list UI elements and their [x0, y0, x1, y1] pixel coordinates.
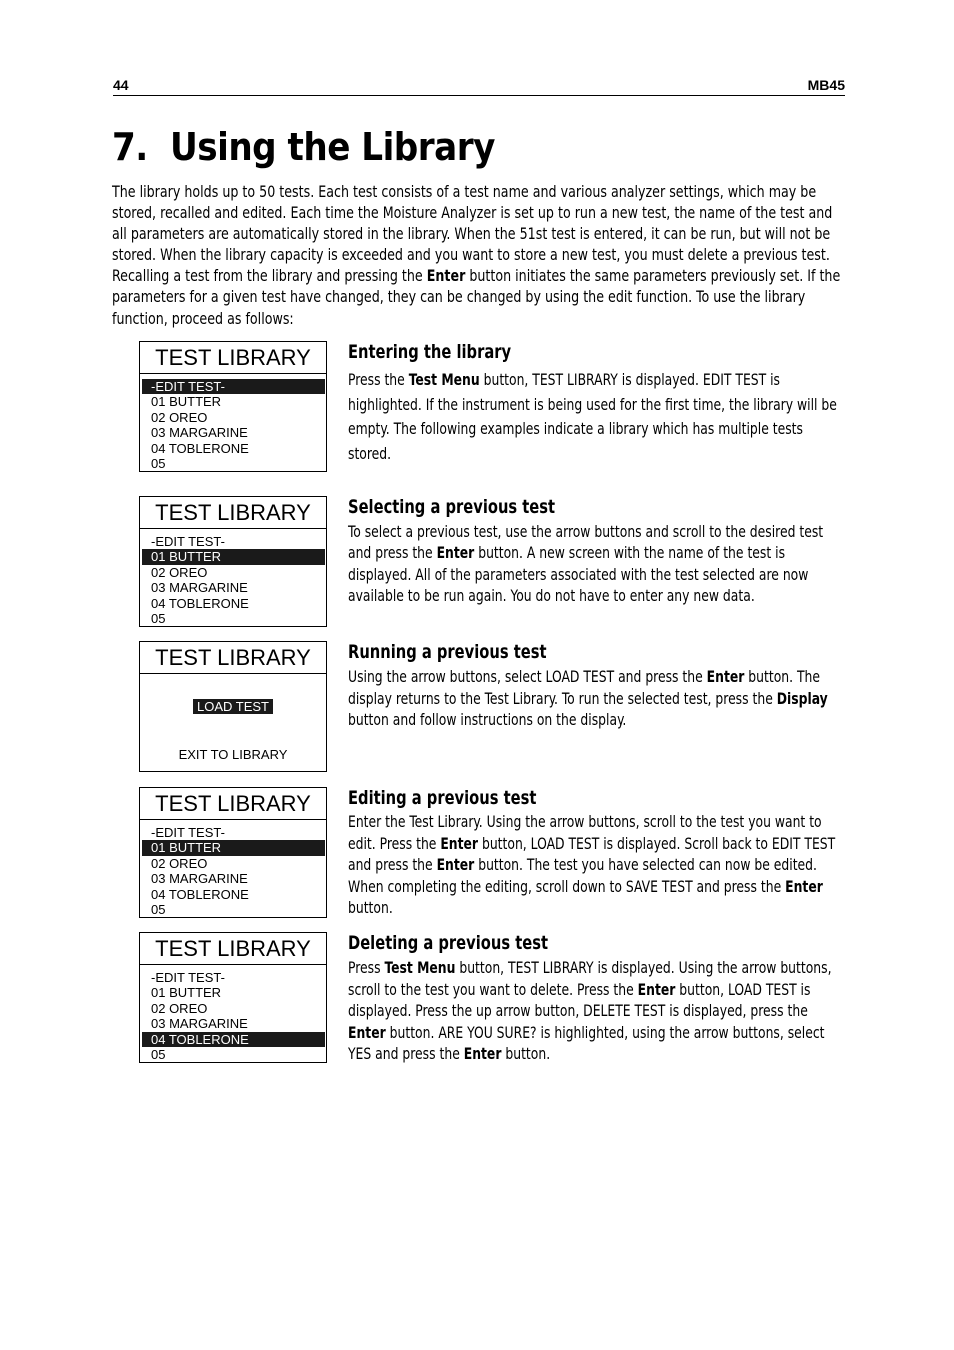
text: button. The display returns to the Test Library. To run the selected test, press the [348, 667, 821, 708]
text: Enter the Test Library. Using the arrow buttons, scroll to the test you want to edit. Press the [348, 812, 822, 853]
intro-paragraph [112, 181, 842, 329]
lcd-screen-deleting [139, 932, 327, 1063]
lcd-screen-editing [139, 787, 327, 918]
lcd-row: 05 [151, 1046, 166, 1062]
text: button, LOAD TEST is displayed. Scroll back to EDIT TEST and press the [348, 833, 836, 874]
lcd-row-selected: 01 BUTTER [142, 840, 325, 855]
text: button. ARE YOU SURE? is highlighted, using the arrow buttons, select YES and press the [348, 1022, 825, 1063]
intro-text-1: The library holds up to 50 tests. Each test consists of a test name and various analyzer settings, which may be stored, recalled and edited. Each time the Moisture Analyzer is set up to run a new test, the name of the test and all parameters are automatically stored in the library. When the 51st test is entered, it can be run, but will not be stored. When the library capacity is exceeded and you want to store a new test, you must delete a previous test. Recalling a test from the library and pressing the [112, 182, 833, 286]
load-test-wrap [140, 698, 326, 716]
lcd-title: TEST LIBRARY [140, 497, 326, 529]
text: button. [348, 898, 393, 917]
intro-bold-enter: Enter [426, 266, 466, 286]
bold-text: Enter [637, 979, 676, 999]
lcd-row: 03 MARGARINE [151, 1016, 248, 1032]
lcd-row: 03 MARGARINE [151, 425, 248, 441]
load-test-option: LOAD TEST [193, 699, 273, 714]
lcd-row: 03 MARGARINE [151, 871, 248, 887]
chapter-title [112, 125, 495, 169]
lcd-row: -EDIT TEST- [151, 534, 225, 549]
lcd-row: -EDIT TEST- [151, 970, 225, 985]
lcd-row-selected: 04 TOBLERONE [142, 1032, 325, 1047]
lcd-row: 05 [151, 610, 166, 626]
section-body-selecting [348, 521, 838, 606]
bold-text: Enter [463, 1044, 502, 1063]
lcd-title: TEST LIBRARY [140, 342, 326, 374]
lcd-row: 01 BUTTER [151, 985, 222, 1001]
text: button, TEST LIBRARY is displayed. EDIT TEST is highlighted. If the instrument is being used for the first time, the library will be empty. The following examples indicate a library which has multiple tests stored. [348, 370, 837, 463]
text: button. A new screen with the name of the test is displayed. All of the parameters associated with the test selected are now available to be run again. You do not have to enter any new data. [348, 543, 809, 605]
text: button, TEST LIBRARY is displayed. Using the arrow buttons, scroll to the test you want to delete. Press the [348, 958, 832, 999]
header-rule [113, 95, 845, 96]
section-title-editing: Editing a previous test [348, 787, 537, 809]
bold-text: Enter [348, 1022, 386, 1042]
lcd-row: 04 TOBLERONE [151, 886, 249, 902]
lcd-row-edit-test: -EDIT TEST- [142, 379, 325, 394]
lcd-row: 03 MARGARINE [151, 580, 248, 596]
bold-text: Enter [440, 833, 479, 853]
lcd-row: -EDIT TEST- [151, 825, 225, 840]
lcd-row: 05 [151, 455, 166, 471]
text: Using the arrow buttons, select LOAD TEST and press the [348, 667, 707, 686]
lcd-row: 02 OREO [151, 855, 208, 871]
bold-text: Enter [706, 667, 745, 686]
section-body-entering [348, 368, 838, 466]
lcd-title: TEST LIBRARY [140, 642, 326, 674]
lcd-screen-running [139, 641, 327, 772]
page-number: 44 [113, 77, 129, 93]
text: To select a previous test, use the arrow buttons and scroll to the desired test and press the [348, 522, 824, 563]
lcd-title: TEST LIBRARY [140, 788, 326, 820]
text: button, LOAD TEST is displayed. Press the up arrow button, DELETE TEST is displayed, press the [348, 979, 811, 1020]
section-title-selecting: Selecting a previous test [348, 496, 556, 518]
lcd-row: 04 TOBLERONE [151, 595, 249, 611]
lcd-row: 02 OREO [151, 564, 208, 580]
section-body-deleting [348, 957, 838, 1065]
lcd-row: 02 OREO [151, 1000, 208, 1016]
section-body-editing [348, 811, 838, 919]
section-title-deleting: Deleting a previous test [348, 932, 548, 954]
lcd-list [140, 374, 326, 471]
model-name: MB45 [807, 77, 845, 93]
text: Press [348, 958, 385, 977]
lcd-row: 04 TOBLERONE [151, 440, 249, 456]
text: button. The test you have selected can now be edited. When completing the editing, scroll down to SAVE TEST and press the [348, 855, 817, 896]
lcd-row: 05 [151, 901, 166, 917]
lcd-list [140, 965, 326, 1062]
bold-text: Test Menu [384, 958, 456, 977]
lcd-row: 02 OREO [151, 409, 208, 425]
exit-to-library-option: EXIT TO LIBRARY [178, 747, 288, 762]
bold-text: Test Menu [408, 370, 480, 389]
section-body-running [348, 666, 838, 731]
chapter-number: 7. [112, 125, 148, 169]
text: button and follow instructions on the display. [348, 710, 627, 729]
lcd-list [140, 529, 326, 626]
intro-text-2: button initiates the same parameters previously set. If the parameters for a given test have changed, they can be changed by using the edit function. To use the library function, proceed as follows: [112, 266, 841, 328]
text: button. [501, 1044, 551, 1063]
lcd-list [140, 820, 326, 917]
text: Press the [348, 370, 409, 389]
lcd-screen-selecting [139, 496, 327, 627]
section-title-running: Running a previous test [348, 641, 547, 663]
section-title-entering: Entering the library [348, 341, 512, 363]
bold-text: Display [776, 688, 828, 708]
bold-text: Enter [436, 855, 475, 874]
lcd-title: TEST LIBRARY [140, 933, 326, 965]
lcd-row: 01 BUTTER [151, 394, 222, 410]
lcd-row-selected: 01 BUTTER [142, 549, 325, 564]
lcd-screen-entering [139, 341, 327, 472]
bold-text: Enter [436, 543, 475, 563]
chapter-title-text: Using the Library [170, 125, 495, 169]
bold-text: Enter [785, 876, 823, 896]
